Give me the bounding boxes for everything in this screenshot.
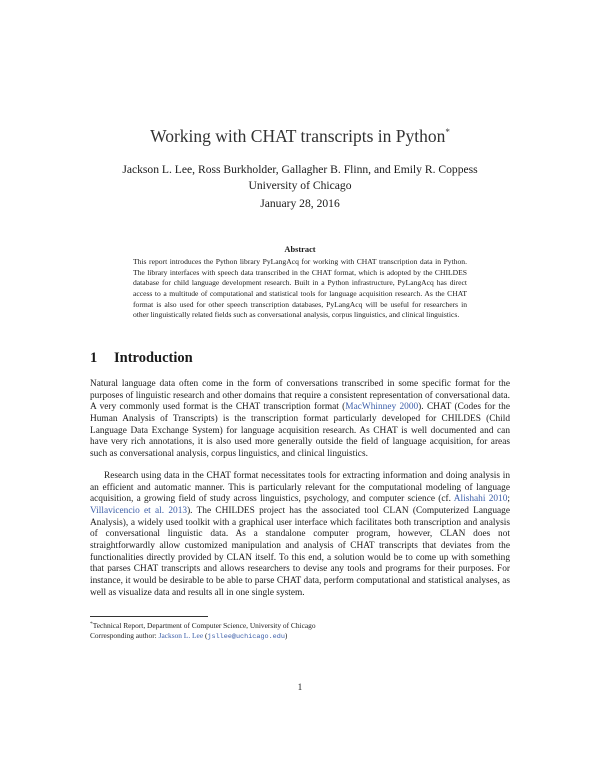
paper-date: January 28, 2016 — [260, 197, 340, 210]
footnote-rule — [90, 616, 208, 617]
email-link[interactable]: jsllee@uchicago.edu — [207, 633, 285, 641]
author-list: Jackson L. Lee, Ross Burkholder, Gallagher B. Flinn, and Emily R. Coppess — [122, 163, 478, 176]
paper-title — [0, 126, 600, 147]
citation-link-alishahi[interactable]: Alishahi 2010 — [453, 494, 508, 505]
page-number: 1 — [297, 683, 303, 693]
citation-link-macwhinney[interactable]: MacWhinney 2000 — [345, 402, 419, 413]
footnote-text: Technical Report, Department of Computer Science, University of Chicago — [92, 621, 316, 630]
intro-paragraph-1 — [90, 379, 510, 461]
section-title: Introduction — [114, 350, 193, 366]
author-link[interactable]: Jackson L. Lee — [158, 631, 204, 640]
author-block — [0, 162, 600, 194]
paragraph-text: Natural language data often come in the form of conversations transcribed in some specific format for the purposes of linguistic research and other domains that require a consistent representation of conversational data. A very commonly used format is the CHAT transcription format ( — [90, 379, 510, 413]
paragraph-text: Research using data in the CHAT format necessitates tools for extracting information and doing analysis in an efficient and automatic manner. This is particularly relevant for the computational modeling of language acquisition, a growing field of study across linguistics, psychology, and computer science (cf. — [90, 471, 510, 505]
section-number: 1 — [90, 350, 98, 366]
abstract-text: This report introduces the Python library PyLangAcq for working with CHAT transcription data in Python. The library interfaces with speech data transcribed in the CHAT format, which is adopted by the CHILDES database for child language development research. Built in a Python infrastructure, PyLangAcq has direct access to a multitude of computational and statistical tools for language acquisition research. As the CHAT format is also used for other speech transcription databases, PyLangAcq will be useful for researchers in other linguistically related fields such as conversational analysis, corpus linguistics, and clinical linguistics. — [133, 257, 467, 320]
title-footnote-mark[interactable]: * — [445, 127, 450, 137]
intro-paragraph-2 — [90, 471, 510, 599]
paper-title-text: Working with CHAT transcripts in Python — [150, 126, 446, 146]
footnote — [90, 619, 510, 642]
paragraph-text: ). The CHILDES project has the associated tool CLAN (Computerized Language Analysis), a widely used toolkit with a graphical user interface which facilitates both transcription and analysis of conversational linguistic data. As a standalone computer program, however, CLAN does not straightforwardly allow customized manipulation and analysis of CHAT transcripts that deviates from the functionalities directly provided by CLAN itself. To this end, a solution would be to come up with something that parses CHAT transcripts and allows researchers to devise any tools and programs for their purposes. For instance, it would be desirable to be able to parse CHAT data, perform computational and statistical analyses, as well as visualize data and results all in one single system. — [90, 505, 510, 598]
abstract-heading: Abstract — [284, 245, 316, 254]
footnote-mark: * — [90, 621, 93, 627]
paragraph-text: ). CHAT (Codes for the Human Analysis of Transcripts) is the transcription format particularly developed for CHILDES (Child Language Data Exchange System) for language acquisition research. As CHAT is well documented and can have very rich annotations, it is also used more generally outside the field of language acquisition, for areas such as conversational analysis, corpus linguistics, and clinical linguistics. — [90, 402, 510, 459]
citation-separator: ; — [507, 494, 511, 505]
section-heading-introduction — [90, 350, 193, 367]
footnote-line-1 — [90, 619, 510, 631]
footnote-paren: ( — [203, 631, 208, 640]
footnote-text: Corresponding author: — [90, 631, 159, 640]
affiliation: University of Chicago — [248, 179, 352, 192]
footnote-line-2 — [90, 631, 510, 642]
citation-link-villavicencio[interactable]: Villavicencio et al. 2013 — [90, 505, 188, 516]
footnote-paren: ) — [284, 631, 288, 640]
